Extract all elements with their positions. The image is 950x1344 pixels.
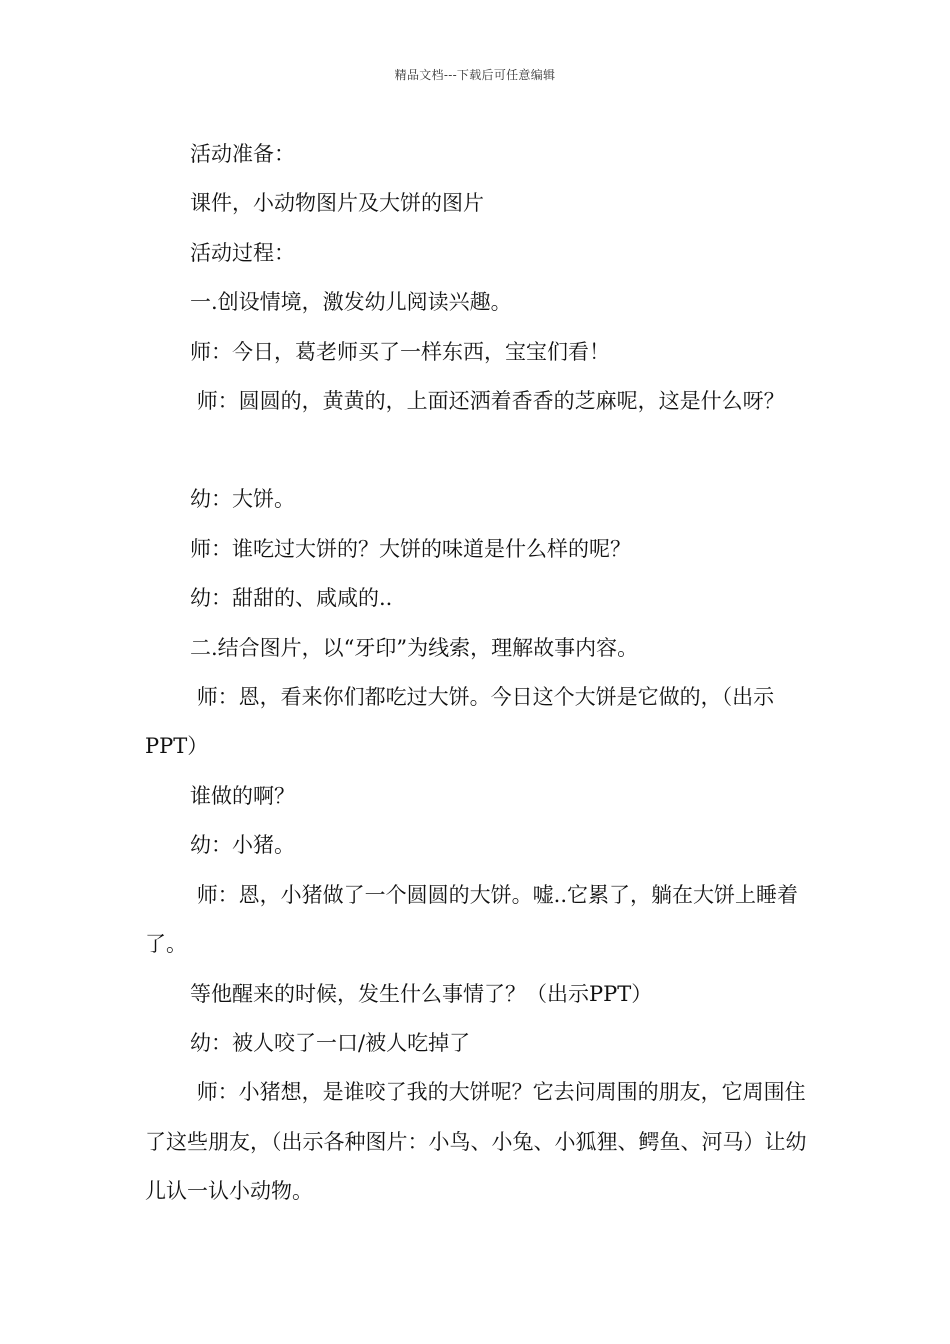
paragraph-dialogue: 等他醒来的时候，发生什么事情了？（出示PPT） <box>190 981 653 1006</box>
paragraph-dialogue: 幼：小猪。 <box>190 833 295 858</box>
paragraph-materials: 课件，小动物图片及大饼的图片 <box>190 191 484 216</box>
paragraph-section-1: 一.创设情境，激发幼儿阅读兴趣。 <box>190 290 512 315</box>
paragraph-activity-process: 活动过程： <box>190 240 295 265</box>
paragraph-dialogue: 师：圆圆的，黄黄的，上面还洒着香香的芝麻呢，这是什么呀？ <box>190 389 785 414</box>
paragraph-dialogue: 谁做的啊？ <box>190 783 295 808</box>
paragraph-dialogue: 师：谁吃过大饼的？大饼的味道是什么样的呢？ <box>190 536 631 561</box>
document-body <box>145 130 825 1217</box>
paragraph-activity-prep: 活动准备： <box>190 142 295 166</box>
blank-line <box>145 426 825 475</box>
paragraph-dialogue: 师：恩，小猪做了一个圆圆的大饼。嘘..它累了，躺在大饼上睡着了。 <box>145 882 799 957</box>
page-header: 精品文档---下载后可任意编辑 <box>394 68 556 82</box>
paragraph-dialogue: 师：今日，葛老师买了一样东西，宝宝们看！ <box>190 339 610 364</box>
paragraph-dialogue: 师：恩，看来你们都吃过大饼。今日这个大饼是它做的，（出示PPT） <box>145 685 775 759</box>
paragraph-dialogue: 幼：甜甜的、咸咸的.. <box>190 586 393 611</box>
paragraph-dialogue: 幼：被人咬了一口/被人吃掉了 <box>190 1030 471 1055</box>
paragraph-dialogue: 师：小猪想，是谁咬了我的大饼呢？它去问周围的朋友，它周围住了这些朋友，（出示各种图片：小鸟、小兔、小狐狸、鳄鱼、河马）让幼儿认一认小动物。 <box>145 1080 807 1204</box>
paragraph-dialogue: 幼：大饼。 <box>190 487 295 512</box>
paragraph-section-2: 二.结合图片，以“牙印”为线索，理解故事内容。 <box>190 635 639 660</box>
